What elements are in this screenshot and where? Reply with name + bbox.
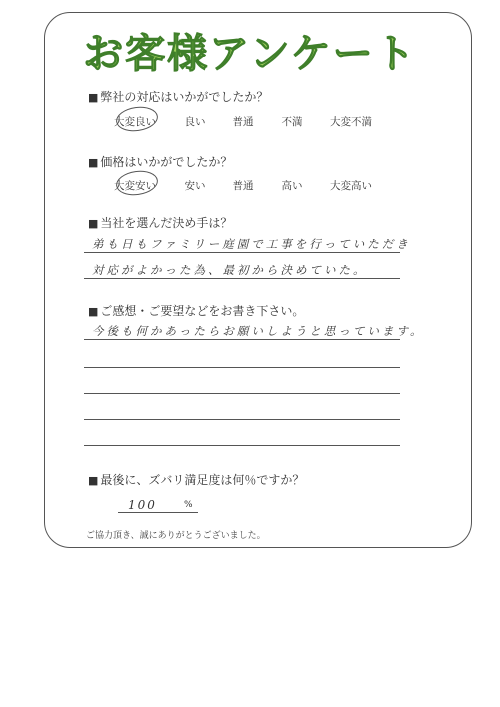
service-option-normal[interactable]: 普通 bbox=[232, 116, 254, 128]
satisfaction-answer: 100 bbox=[128, 498, 157, 512]
deciding-factor-answer-line-1: 弟も日もファミリー庭園で工事を行っていただき bbox=[92, 237, 411, 251]
question-service: ■ 弊社の対応はいかがでしたか？ bbox=[88, 88, 268, 105]
answer-line bbox=[84, 445, 400, 446]
question-comments: ■ ご感想・ご要望などをお書き下さい。 bbox=[88, 302, 304, 319]
satisfaction-answer-line bbox=[118, 512, 198, 513]
question-deciding-factor: ■ 当社を選んだ決め手は？ bbox=[88, 214, 232, 231]
thank-you-note: ご協力頂き、誠にありがとうございました。 bbox=[86, 531, 266, 541]
survey-title: お客様アンケート bbox=[83, 31, 417, 77]
answer-line bbox=[84, 252, 400, 253]
satisfaction-unit: % bbox=[184, 500, 193, 510]
service-option-dissatisfied[interactable]: 不満 bbox=[281, 116, 303, 128]
deciding-factor-answer-line-2: 対応がよかった為、最初から決めていた。 bbox=[92, 263, 368, 277]
price-option-cheap[interactable]: 安い bbox=[184, 180, 206, 192]
service-option-very-good[interactable]: 大変良い bbox=[114, 116, 156, 128]
answer-line bbox=[84, 278, 400, 279]
price-option-normal[interactable]: 普通 bbox=[232, 180, 254, 192]
comments-answer-line-1: 今後も何かあったらお願いしようと思っています。 bbox=[92, 324, 425, 338]
service-option-good[interactable]: 良い bbox=[184, 116, 206, 128]
service-option-very-dissatisfied[interactable]: 大変不満 bbox=[330, 116, 372, 128]
question-satisfaction: ■ 最後に、ズバリ満足度は何％ですか？ bbox=[88, 471, 304, 488]
price-option-very-expensive[interactable]: 大変高い bbox=[330, 180, 372, 192]
answer-line bbox=[84, 367, 400, 368]
answer-line bbox=[84, 419, 400, 420]
question-price: ■ 価格はいかがでしたか？ bbox=[88, 153, 232, 170]
price-option-very-cheap[interactable]: 大変安い bbox=[114, 180, 156, 192]
price-option-expensive[interactable]: 高い bbox=[281, 180, 303, 192]
answer-line bbox=[84, 393, 400, 394]
answer-line bbox=[84, 339, 400, 340]
